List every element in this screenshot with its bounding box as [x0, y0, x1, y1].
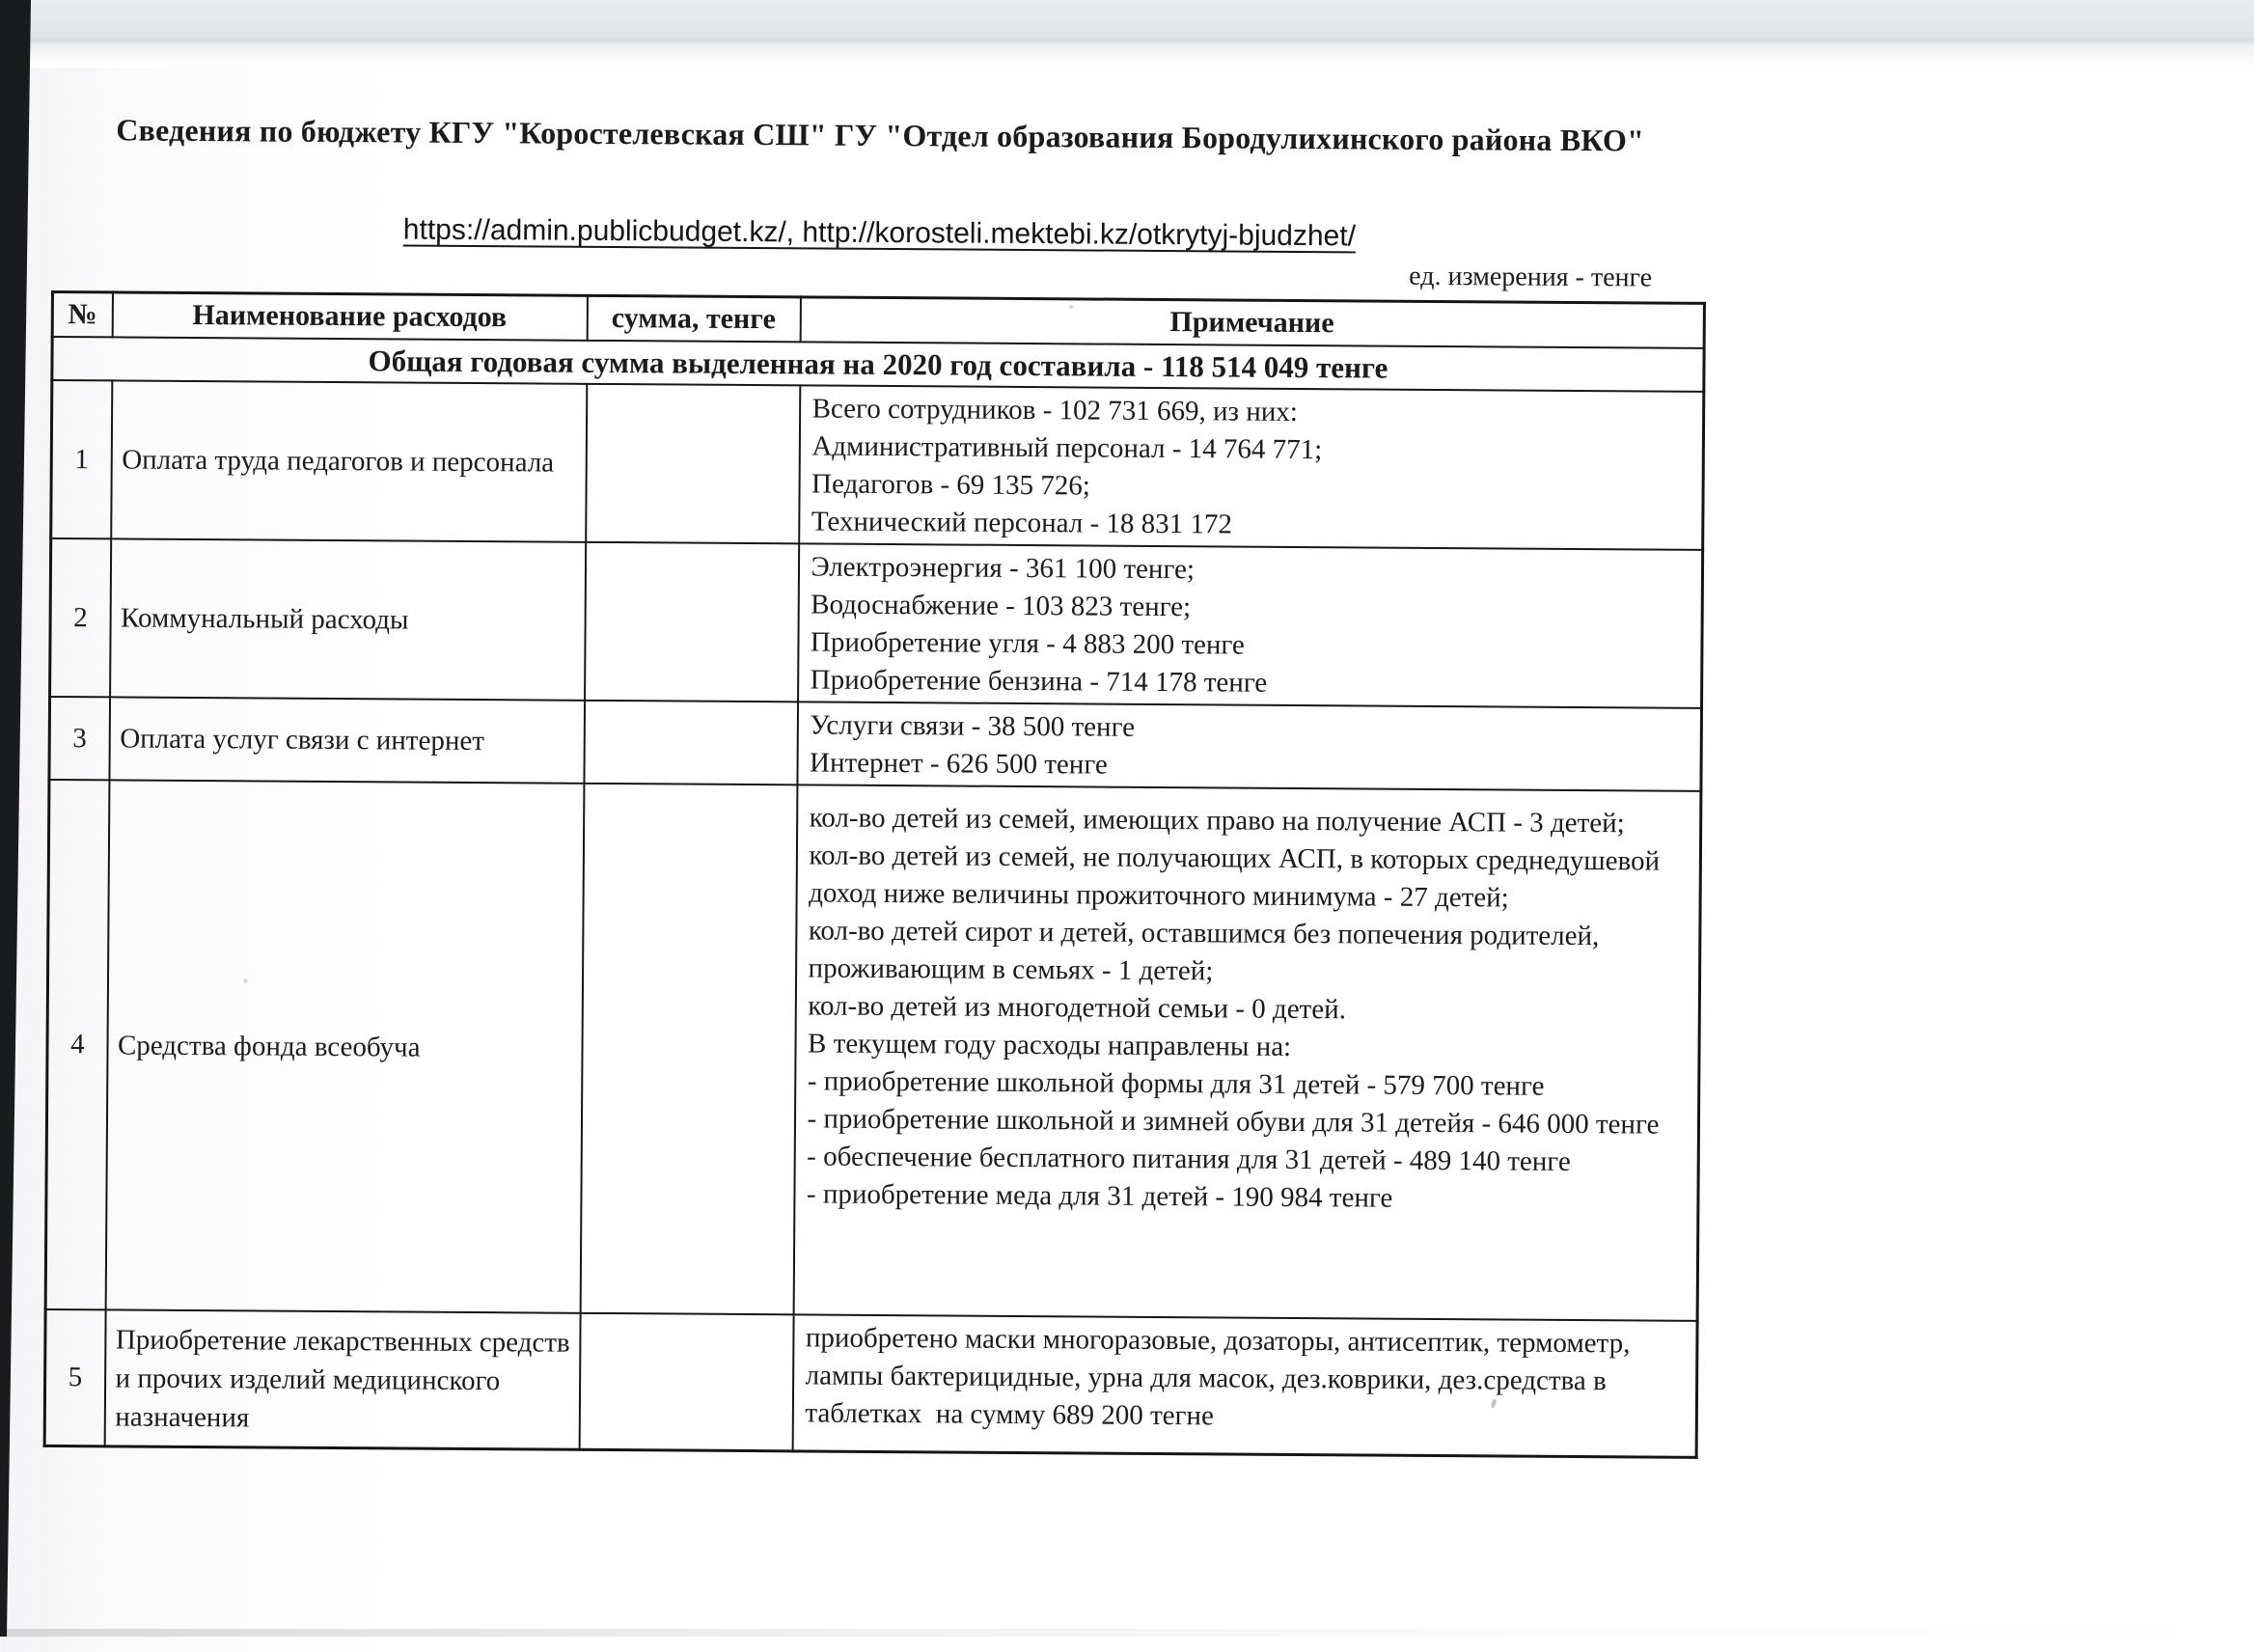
note-line: - приобретение меда для 31 детей - 190 984 тенге [806, 1178, 1393, 1214]
total-row-text: Общая годовая сумма выделенная на 2020 год составила - 118 514 049 тенге [52, 337, 1704, 392]
note-line: кол-во детей из семей, имеющих право на получение АСП - 3 детей; [809, 802, 1625, 840]
budget-links-text: https://admin.publicbudget.kz/, http://korosteli.mektebi.kz/otkrytyj-bjudzhet/ [402, 213, 1357, 253]
table-row [44, 1309, 1697, 1457]
note-line: Приобретение бензина - 714 178 тенге [810, 664, 1268, 699]
expense-name-cell: Оплата труда педагогов и персонала [111, 380, 587, 541]
unit-of-measure-note: ед. измерения - тенге [1409, 261, 1653, 293]
note-line: Приобретение угля - 4 883 200 тенге [810, 626, 1245, 661]
note-line: кол-во детей из семей, не получающих АСП, в которых среднедушевой доход ниже величины прожиточного минимума - 27 детей; [809, 840, 1667, 914]
col-header-expense-name: Наименование расходов [112, 292, 587, 341]
note-line: Электроэнергия - 361 100 тенге; [811, 551, 1196, 586]
expense-name-cell: Коммунальный расходы [110, 538, 586, 700]
sum-cell [585, 542, 799, 702]
sum-cell [580, 784, 797, 1315]
expense-name-cell: Средства фонда всеобуча [105, 780, 584, 1312]
table-row [49, 697, 1702, 791]
table-row [45, 780, 1701, 1321]
document-title: Сведения по бюджету КГУ "Коростелевская СШ" ГУ "Отдел образования Бородулихинского района ВКО" [116, 112, 1645, 158]
col-header-number: № [52, 291, 112, 337]
note-cell [798, 543, 1703, 708]
note-line: - приобретение школьной и зимней обуви для 31 детейя - 646 000 тенге [807, 1103, 1660, 1141]
col-header-sum: сумма, тенге [587, 295, 800, 342]
note-line: кол-во детей из многодетной семьи - 0 детей. [808, 990, 1347, 1026]
table-row [51, 380, 1704, 550]
expense-name-cell: Оплата услуг связи с интернет [109, 697, 585, 783]
note-cell [799, 385, 1704, 550]
expense-name-cell: Приобретение лекарственных средств и прочих изделий медицинского назначения [104, 1309, 580, 1449]
table-row [50, 538, 1703, 708]
row-number: 1 [51, 380, 112, 538]
note-line: В текущем году расходы направлены на: [807, 1028, 1292, 1062]
row-number: 2 [50, 538, 111, 697]
sum-cell [586, 384, 800, 544]
budget-links-line [53, 211, 1705, 256]
note-line: приобретено маски многоразовые, дозаторы, антисептик, термометр, лампы бактерицидные, урна для масок, дез.коврики, дез.средства в таблетках на сумму 689 200 тегне [805, 1322, 1637, 1432]
row-number: 4 [45, 780, 109, 1309]
row-number: 3 [49, 697, 110, 780]
note-cell [793, 785, 1701, 1321]
note-line: - приобретение школьной формы для 31 детей - 579 700 тенге [807, 1065, 1545, 1102]
note-line: Педагогов - 69 135 726; [811, 468, 1091, 502]
note-line: Интернет - 626 500 тенге [809, 747, 1108, 781]
note-line: Услуги связи - 38 500 тенге [810, 709, 1136, 743]
row-number: 5 [44, 1309, 105, 1446]
note-line: Всего сотрудников - 102 731 669, из них: [811, 393, 1299, 427]
note-line: Административный персонал - 14 764 771; [811, 430, 1323, 466]
note-cell [797, 702, 1702, 791]
note-line: Водоснабжение - 103 823 тенге; [811, 589, 1192, 623]
budget-table [43, 290, 1706, 1459]
sum-cell [584, 701, 798, 785]
note-line: Технический персонал - 18 831 172 [811, 506, 1233, 540]
note-line: кол-во детей сирот и детей, оставшимся без попечения родителей, проживающим в семьях - 1 детей; [808, 915, 1607, 987]
note-cell [792, 1314, 1697, 1457]
sum-cell [579, 1313, 793, 1451]
note-line: - обеспечение бесплатного питания для 31 детей - 489 140 тенге [807, 1141, 1571, 1177]
col-header-note: Примечание [800, 297, 1704, 348]
